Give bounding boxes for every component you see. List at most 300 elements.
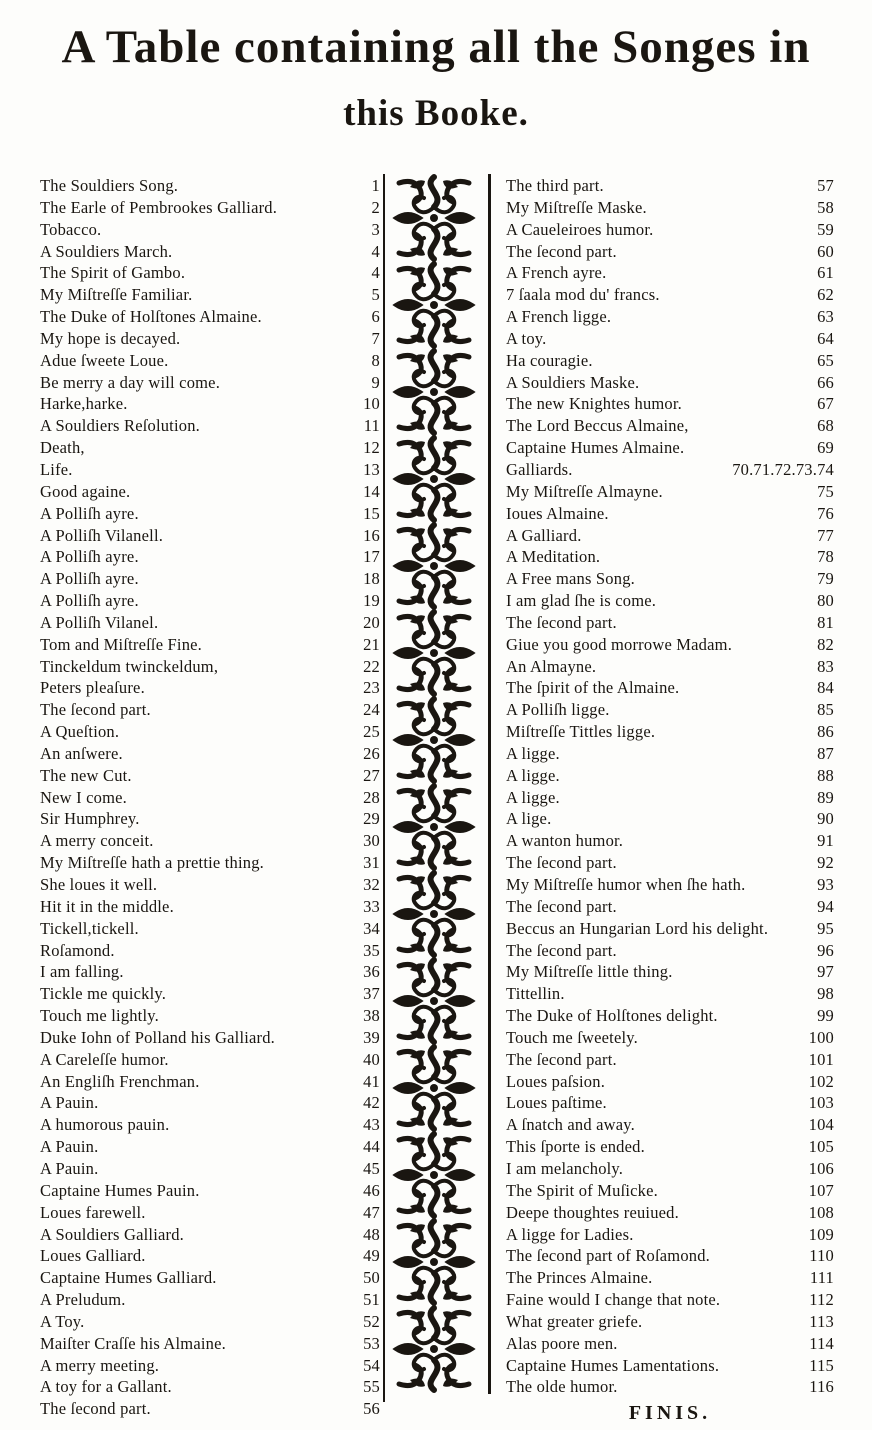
page-number: 59 — [817, 219, 834, 239]
song-title: A Souldiers Reſolution. — [40, 416, 200, 436]
toc-row — [40, 984, 380, 1006]
page-number: 49 — [363, 1246, 380, 1266]
toc-row — [40, 373, 380, 395]
page-number: 48 — [363, 1224, 380, 1244]
song-title: Beccus an Hungarian Lord his delight. — [506, 918, 769, 938]
song-title: Adue ſweete Loue. — [40, 350, 169, 370]
toc-row — [40, 1093, 380, 1115]
song-title: A ligge for Ladies. — [506, 1224, 634, 1244]
toc-row — [506, 1377, 834, 1399]
toc-row — [40, 809, 380, 831]
page-number: 51 — [363, 1290, 380, 1310]
toc-row — [506, 1334, 834, 1356]
toc-row — [506, 285, 834, 307]
page-number: 17 — [363, 547, 380, 567]
toc-row — [40, 1312, 380, 1334]
song-title: My Miſtreſſe humor when ſhe hath. — [506, 875, 746, 894]
toc-row — [506, 1225, 834, 1247]
toc-row — [40, 351, 380, 373]
page-number: 38 — [363, 1006, 380, 1026]
page-number: 40 — [363, 1049, 380, 1069]
page-number: 16 — [363, 525, 380, 545]
song-title: The ſecond part. — [506, 853, 617, 873]
page-number: 92 — [817, 853, 834, 873]
song-title: This ſporte is ended. — [506, 1137, 645, 1157]
song-title: The Duke of Holſtones delight. — [506, 1006, 718, 1026]
toc-row — [40, 897, 380, 919]
toc-row — [506, 1181, 834, 1203]
page-number: 65 — [817, 350, 834, 370]
page-title: A Table containing all the Songes in — [61, 21, 811, 73]
toc-row — [506, 1006, 834, 1028]
toc-row — [40, 285, 380, 307]
song-title: The new Cut. — [40, 765, 132, 785]
toc-row — [506, 919, 834, 941]
ornament-strip — [383, 174, 493, 1394]
song-title: Faine would I change that note. — [506, 1290, 721, 1310]
song-title: The ſecond part. — [40, 700, 151, 720]
page-number: 101 — [808, 1049, 834, 1069]
song-title: The Duke of Holſtones Almaine. — [40, 307, 262, 327]
toc-row — [506, 1246, 834, 1268]
song-title: Be merry a day will come. — [40, 372, 221, 392]
page-number: 54 — [363, 1355, 380, 1375]
toc-row — [506, 678, 834, 700]
song-title: The ſecond part. — [506, 940, 617, 960]
song-title: My hope is decayed. — [40, 328, 181, 348]
toc-row — [40, 941, 380, 963]
song-title: A merry conceit. — [40, 831, 154, 851]
toc-row — [40, 482, 380, 504]
page-number: 97 — [817, 962, 834, 982]
song-title: My Miſtreſſe Almayne. — [506, 481, 663, 501]
song-title: Alas poore men. — [506, 1333, 618, 1353]
page-number: 61 — [817, 263, 834, 283]
toc-row — [506, 198, 834, 220]
toc-row — [40, 176, 380, 198]
page-number: 116 — [809, 1377, 834, 1397]
toc-row — [40, 1137, 380, 1159]
toc-row — [506, 1268, 834, 1290]
song-title: My Miſtreſſe hath a prettie thing. — [40, 853, 264, 873]
song-title: Tittellin. — [506, 984, 565, 1004]
page-number: 7 — [371, 328, 380, 348]
song-title: Touch me ſweetely. — [506, 1027, 638, 1047]
song-title: The ſecond part. — [506, 241, 617, 261]
toc-row — [506, 1028, 834, 1050]
song-title: My Miſtreſſe little thing. — [506, 962, 673, 982]
page-number: 63 — [817, 307, 834, 327]
song-title: The ſecond part. — [506, 896, 617, 916]
toc-row — [506, 875, 834, 897]
toc-row — [40, 526, 380, 548]
toc-row — [506, 373, 834, 395]
toc-row — [506, 1356, 834, 1378]
song-title: Good againe. — [40, 481, 131, 501]
toc-row — [506, 984, 834, 1006]
page-number: 20 — [363, 612, 380, 632]
toc-row — [40, 919, 380, 941]
page-number: 2 — [371, 197, 380, 217]
song-title: Deepe thoughtes reuiued. — [506, 1202, 679, 1222]
song-title: A Polliſh ayre. — [40, 591, 139, 611]
toc-row — [40, 569, 380, 591]
page-number: 108 — [808, 1202, 834, 1222]
song-title: The Princes Almaine. — [506, 1268, 653, 1288]
song-title: Galliards. — [506, 459, 573, 479]
toc-row — [40, 613, 380, 635]
toc-row — [506, 722, 834, 744]
song-title: A ligge. — [506, 743, 560, 763]
song-title: A toy for a Gallant. — [40, 1377, 172, 1397]
song-title: Loues Galliard. — [40, 1246, 146, 1266]
vertical-rule-right — [488, 174, 491, 1394]
toc-row — [40, 1159, 380, 1181]
song-title: An Engliſh Frenchman. — [40, 1071, 200, 1091]
page-number: 104 — [808, 1115, 834, 1135]
page-number: 37 — [363, 984, 380, 1004]
song-title: Loues paſtime. — [506, 1093, 607, 1113]
toc-row — [40, 1268, 380, 1290]
song-title: A Pauin. — [40, 1093, 99, 1113]
toc-row — [506, 700, 834, 722]
toc-row — [506, 1072, 834, 1094]
page-number: 4 — [371, 263, 380, 283]
song-title: Tobacco. — [40, 219, 102, 239]
page-number: 93 — [817, 875, 834, 894]
page-number: 89 — [817, 787, 834, 807]
page-number: 82 — [817, 634, 834, 654]
toc-row — [506, 657, 834, 679]
toc-row — [40, 1225, 380, 1247]
song-title: An Almayne. — [506, 656, 597, 676]
page-number: 35 — [363, 940, 380, 960]
song-title: My Miſtreſſe Familiar. — [40, 285, 193, 305]
page-number: 80 — [817, 591, 834, 611]
song-title: A ſnatch and away. — [506, 1115, 635, 1135]
page-number: 105 — [808, 1137, 834, 1157]
page-number: 98 — [817, 984, 834, 1004]
song-title: Loues paſsion. — [506, 1071, 606, 1091]
page-number: 94 — [817, 896, 834, 916]
song-title: Captaine Humes Galliard. — [40, 1268, 217, 1288]
song-title: My Miſtreſſe Maske. — [506, 197, 647, 217]
song-title: A lige. — [506, 809, 552, 829]
song-title: She loues it well. — [40, 875, 158, 894]
toc-row — [506, 1115, 834, 1137]
song-title: A Meditation. — [506, 547, 601, 567]
song-title: The Earle of Pembrookes Galliard. — [40, 197, 278, 217]
page-number: 5 — [371, 285, 380, 305]
song-title: A Polliſh ayre. — [40, 569, 139, 589]
page-number: 90 — [817, 809, 834, 829]
toc-row — [40, 1246, 380, 1268]
song-title: The ſecond part. — [40, 1399, 151, 1419]
page-number: 103 — [808, 1093, 834, 1113]
song-title: I am melancholy. — [506, 1158, 624, 1178]
page-number: 62 — [817, 285, 834, 305]
toc-row — [40, 635, 380, 657]
toc-left-column — [40, 176, 380, 1421]
song-title: A Polliſh Vilanell. — [40, 525, 164, 545]
toc-row — [506, 307, 834, 329]
toc-row — [40, 263, 380, 285]
toc-row — [506, 394, 834, 416]
song-title: Captaine Humes Almaine. — [506, 438, 685, 458]
toc-row — [506, 809, 834, 831]
song-title: A Preludum. — [40, 1290, 126, 1310]
song-title: The ſecond part of Roſamond. — [506, 1246, 711, 1266]
song-title: Tom and Miſtreſſe Fine. — [40, 634, 203, 654]
toc-row — [40, 1334, 380, 1356]
page-number: 18 — [363, 569, 380, 589]
toc-row — [506, 788, 834, 810]
page-number: 28 — [363, 787, 380, 807]
page-number: 44 — [363, 1137, 380, 1157]
song-title: A French ayre. — [506, 263, 607, 283]
toc-row — [40, 1115, 380, 1137]
page-number: 109 — [808, 1224, 834, 1244]
page-number: 33 — [363, 896, 380, 916]
toc-row — [506, 766, 834, 788]
page-number: 11 — [363, 416, 380, 436]
toc-row — [506, 547, 834, 569]
page-number: 30 — [363, 831, 380, 851]
song-title: Captaine Humes Lamentations. — [506, 1355, 720, 1375]
song-title: The Souldiers Song. — [40, 176, 179, 195]
song-title: Captaine Humes Pauin. — [40, 1180, 200, 1200]
toc-row — [40, 1050, 380, 1072]
toc-row — [506, 482, 834, 504]
page-number: 99 — [817, 1006, 834, 1026]
song-title: A ligge. — [506, 787, 560, 807]
page-number: 79 — [817, 569, 834, 589]
page-number: 13 — [363, 459, 380, 479]
song-title: A toy. — [506, 328, 547, 348]
page-number: 47 — [363, 1202, 380, 1222]
toc-row — [506, 526, 834, 548]
song-title: Ha couragie. — [506, 350, 593, 370]
song-title: A wanton humor. — [506, 831, 624, 851]
page-number: 8 — [371, 350, 380, 370]
song-title: 7 ſaala mod du' francs. — [506, 285, 660, 305]
song-title: The new Knightes humor. — [506, 394, 682, 414]
page-number: 84 — [817, 678, 834, 698]
page-number: 6 — [371, 307, 380, 327]
page-number: 110 — [809, 1246, 834, 1266]
page-number: 21 — [363, 634, 380, 654]
toc-row — [506, 504, 834, 526]
arabesque-ornament-icon — [390, 174, 478, 1394]
page-number: 22 — [363, 656, 380, 676]
toc-row — [40, 788, 380, 810]
page-number: 78 — [817, 547, 834, 567]
page-number: 45 — [363, 1158, 380, 1178]
toc-row — [40, 220, 380, 242]
toc-row — [40, 744, 380, 766]
song-title: Loues farewell. — [40, 1202, 146, 1222]
page-number: 1 — [371, 176, 380, 195]
song-title: Death, — [40, 438, 85, 458]
page-number: 23 — [363, 678, 380, 698]
toc-row — [506, 941, 834, 963]
song-title: The ſpirit of the Almaine. — [506, 678, 680, 698]
page-number: 76 — [817, 503, 834, 523]
page-number: 87 — [817, 743, 834, 763]
vertical-rule-left — [383, 174, 385, 1402]
toc-row — [40, 591, 380, 613]
song-title: A ligge. — [506, 765, 560, 785]
page-number: 57 — [817, 176, 834, 195]
toc-row — [506, 1203, 834, 1225]
page-number: 111 — [809, 1268, 834, 1288]
toc-row — [40, 962, 380, 984]
toc-row — [506, 438, 834, 460]
page-number: 27 — [363, 765, 380, 785]
toc-row — [40, 1399, 380, 1421]
toc-right-column — [506, 176, 834, 1425]
song-title: A Souldiers Galliard. — [40, 1224, 184, 1244]
song-title: A French ligge. — [506, 307, 612, 327]
page-number: 39 — [363, 1027, 380, 1047]
toc-row — [506, 897, 834, 919]
song-title: A Polliſh ayre. — [40, 547, 139, 567]
toc-row — [40, 678, 380, 700]
toc-row — [506, 853, 834, 875]
page-number: 69 — [817, 438, 834, 458]
page-number: 3 — [371, 219, 380, 239]
page-number: 42 — [363, 1093, 380, 1113]
page-number: 15 — [363, 503, 380, 523]
toc-row — [506, 591, 834, 613]
song-title: Peters pleaſure. — [40, 678, 145, 698]
song-title: I am glad ſhe is come. — [506, 591, 657, 611]
toc-row — [506, 460, 834, 482]
page-number: 14 — [363, 481, 380, 501]
page-number: 4 — [371, 241, 380, 261]
page-number: 95 — [817, 918, 834, 938]
page-number: 107 — [808, 1180, 834, 1200]
song-title: A Polliſh ligge. — [506, 700, 610, 720]
song-title: The ſecond part. — [506, 1049, 617, 1069]
song-title: The ſecond part. — [506, 612, 617, 632]
page-subtitle: this Booke. — [343, 93, 529, 134]
page-number: 81 — [817, 612, 834, 632]
song-title: The Spirit of Muſicke. — [506, 1180, 658, 1200]
song-title: A Pauin. — [40, 1158, 99, 1178]
page-number: 60 — [817, 241, 834, 261]
page-number: 43 — [363, 1115, 380, 1135]
page-number: 26 — [363, 743, 380, 763]
page-number: 53 — [363, 1333, 380, 1353]
toc-row — [40, 460, 380, 482]
song-title: The Spirit of Gambo. — [40, 263, 186, 283]
song-title: Ioues Almaine. — [506, 503, 609, 523]
toc-row — [40, 1290, 380, 1312]
song-title: New I come. — [40, 787, 127, 807]
page-number: 52 — [363, 1311, 380, 1331]
song-title: A Souldiers March. — [40, 241, 173, 261]
toc-row — [40, 657, 380, 679]
song-title: Tickle me quickly. — [40, 984, 167, 1004]
page-number: 68 — [817, 416, 834, 436]
page-number: 96 — [817, 940, 834, 960]
toc-row — [40, 242, 380, 264]
song-title: A Pauin. — [40, 1137, 99, 1157]
song-title: Sir Humphrey. — [40, 809, 140, 829]
toc-row — [40, 1028, 380, 1050]
page-number: 41 — [363, 1071, 380, 1091]
page-number: 70.71.72.73.74 — [732, 459, 834, 479]
toc-row — [506, 1093, 834, 1115]
page-number: 19 — [363, 591, 380, 611]
page-number: 100 — [808, 1027, 834, 1047]
toc-row — [506, 416, 834, 438]
song-title: Tinckeldum twinckeldum, — [40, 656, 219, 676]
song-title: Hit it in the middle. — [40, 896, 174, 916]
page-number: 12 — [363, 438, 380, 458]
song-title: Touch me lightly. — [40, 1006, 159, 1026]
toc-row — [506, 635, 834, 657]
toc-row — [506, 1312, 834, 1334]
toc-row — [40, 875, 380, 897]
page-number: 31 — [363, 853, 380, 873]
page-number: 67 — [817, 394, 834, 414]
page-number: 34 — [363, 918, 380, 938]
toc-row — [40, 1377, 380, 1399]
toc-row — [506, 263, 834, 285]
song-title: Giue you good morrowe Madam. — [506, 634, 733, 654]
toc-row — [506, 242, 834, 264]
toc-row — [40, 1006, 380, 1028]
song-title: A humorous pauin. — [40, 1115, 170, 1135]
song-title: Maiſter Craſſe his Almaine. — [40, 1333, 226, 1353]
toc-row — [40, 307, 380, 329]
page-number: 56 — [363, 1399, 380, 1419]
song-title: A Polliſh Vilanel. — [40, 612, 159, 632]
song-title: Miſtreſſe Tittles ligge. — [506, 722, 656, 742]
toc-row — [506, 1050, 834, 1072]
toc-row — [506, 613, 834, 635]
toc-row — [40, 1203, 380, 1225]
song-title: A Free mans Song. — [506, 569, 635, 589]
toc-row — [506, 744, 834, 766]
toc-row — [40, 853, 380, 875]
page-number: 24 — [363, 700, 380, 720]
song-title: I am falling. — [40, 962, 124, 982]
song-title: A merry meeting. — [40, 1355, 160, 1375]
toc-row — [40, 1181, 380, 1203]
song-title: What greater griefe. — [506, 1311, 643, 1331]
page-number: 50 — [363, 1268, 380, 1288]
song-title: Roſamond. — [40, 940, 115, 960]
toc-row — [40, 1356, 380, 1378]
toc-row — [40, 416, 380, 438]
page-number: 58 — [817, 197, 834, 217]
toc-row — [506, 351, 834, 373]
page-number: 36 — [363, 962, 380, 982]
page-number: 83 — [817, 656, 834, 676]
toc-row — [40, 831, 380, 853]
page-number: 66 — [817, 372, 834, 392]
toc-row — [506, 1159, 834, 1181]
page-number: 86 — [817, 722, 834, 742]
song-title: Duke Iohn of Polland his Galliard. — [40, 1027, 276, 1047]
toc-row — [40, 329, 380, 351]
toc-row — [40, 547, 380, 569]
toc-row — [40, 722, 380, 744]
page-number: 46 — [363, 1180, 380, 1200]
